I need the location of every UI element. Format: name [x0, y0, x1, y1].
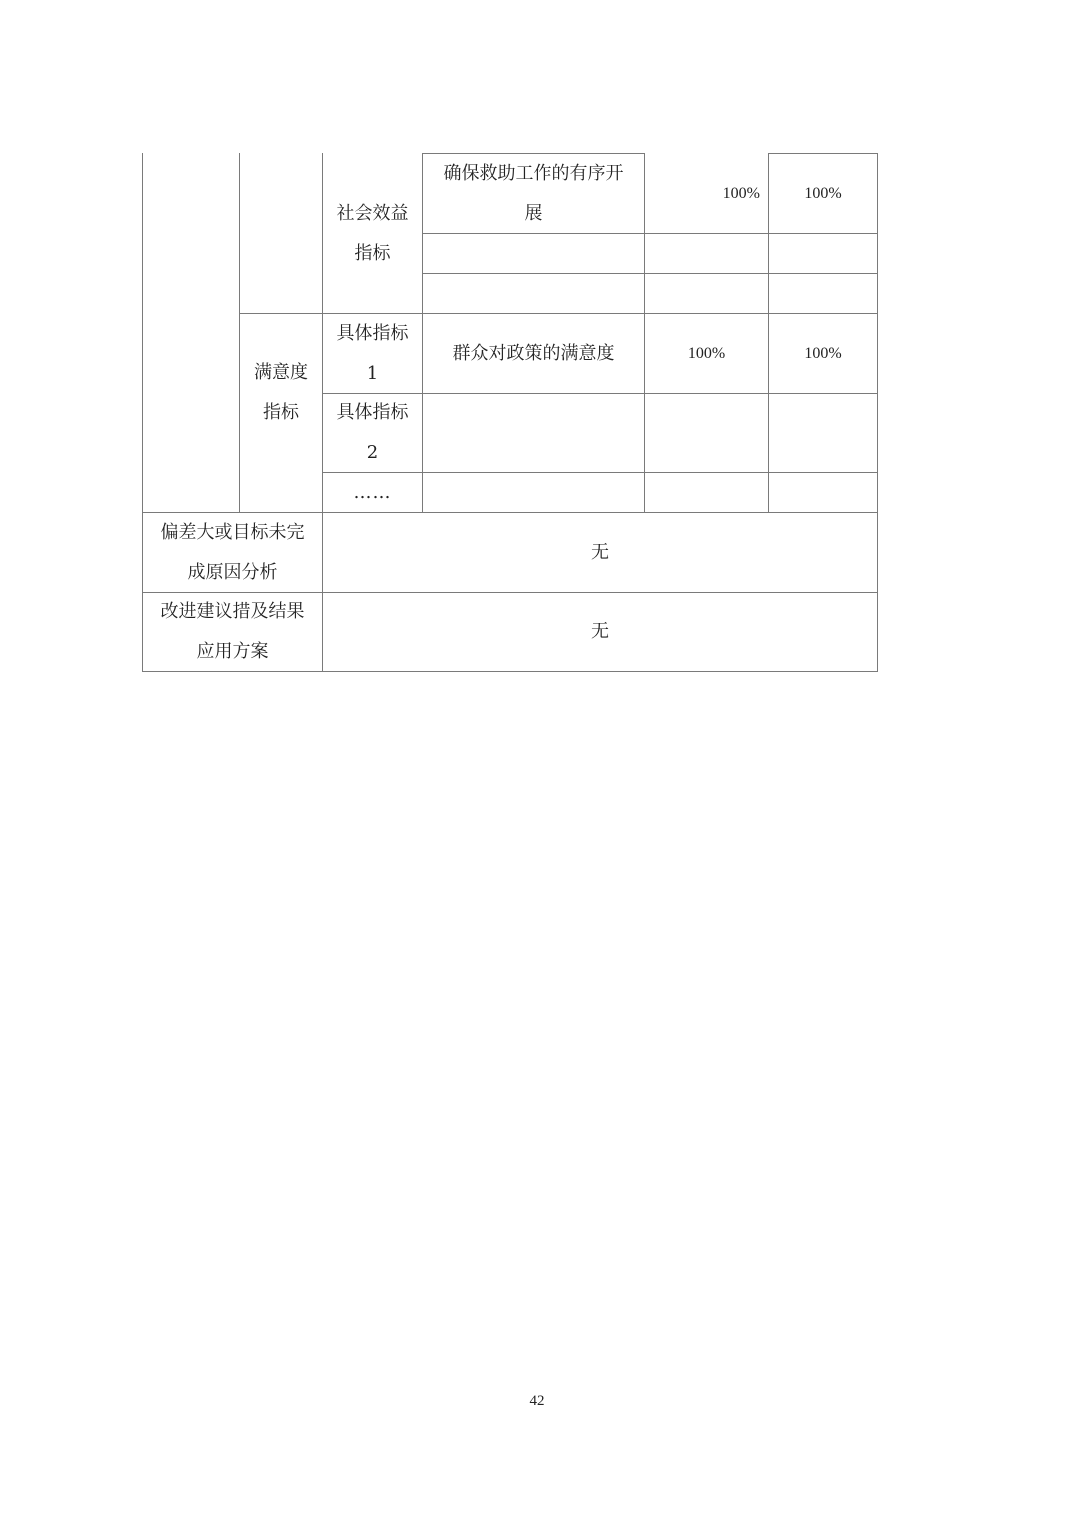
satisfaction-sub-indicator-2: 具体指标 2: [336, 402, 409, 463]
table-rule: [422, 273, 878, 274]
satisfaction-label: 满意度 指标: [254, 362, 308, 423]
page-number: 42: [529, 1393, 545, 1409]
deviation-analysis-value: 无: [591, 541, 609, 563]
table-rule: [877, 153, 878, 672]
satisfaction-actual-1: 100%: [804, 344, 842, 362]
satisfaction-indicator-1: 群众对政策的满意度: [452, 342, 615, 364]
satisfaction-target-1: 100%: [687, 344, 726, 362]
improvement-plan-value: 无: [591, 621, 609, 642]
improvement-plan-label: 改进建议措及结果 应用方案: [160, 601, 305, 662]
satisfaction-sub-indicator-1: 具体指标 1: [336, 322, 409, 384]
social-benefit-indicator-1: 确保救助工作的有序开 展: [443, 162, 624, 224]
deviation-analysis-label: 偏差大或目标未完 成原因分析: [160, 521, 305, 583]
social-benefit-actual-1: 100%: [804, 184, 842, 202]
social-benefit-label: 社会效益 指标: [336, 202, 409, 264]
social-benefit-target-1: 100%: [722, 184, 760, 202]
satisfaction-sub-indicator-more: ……: [353, 481, 392, 503]
